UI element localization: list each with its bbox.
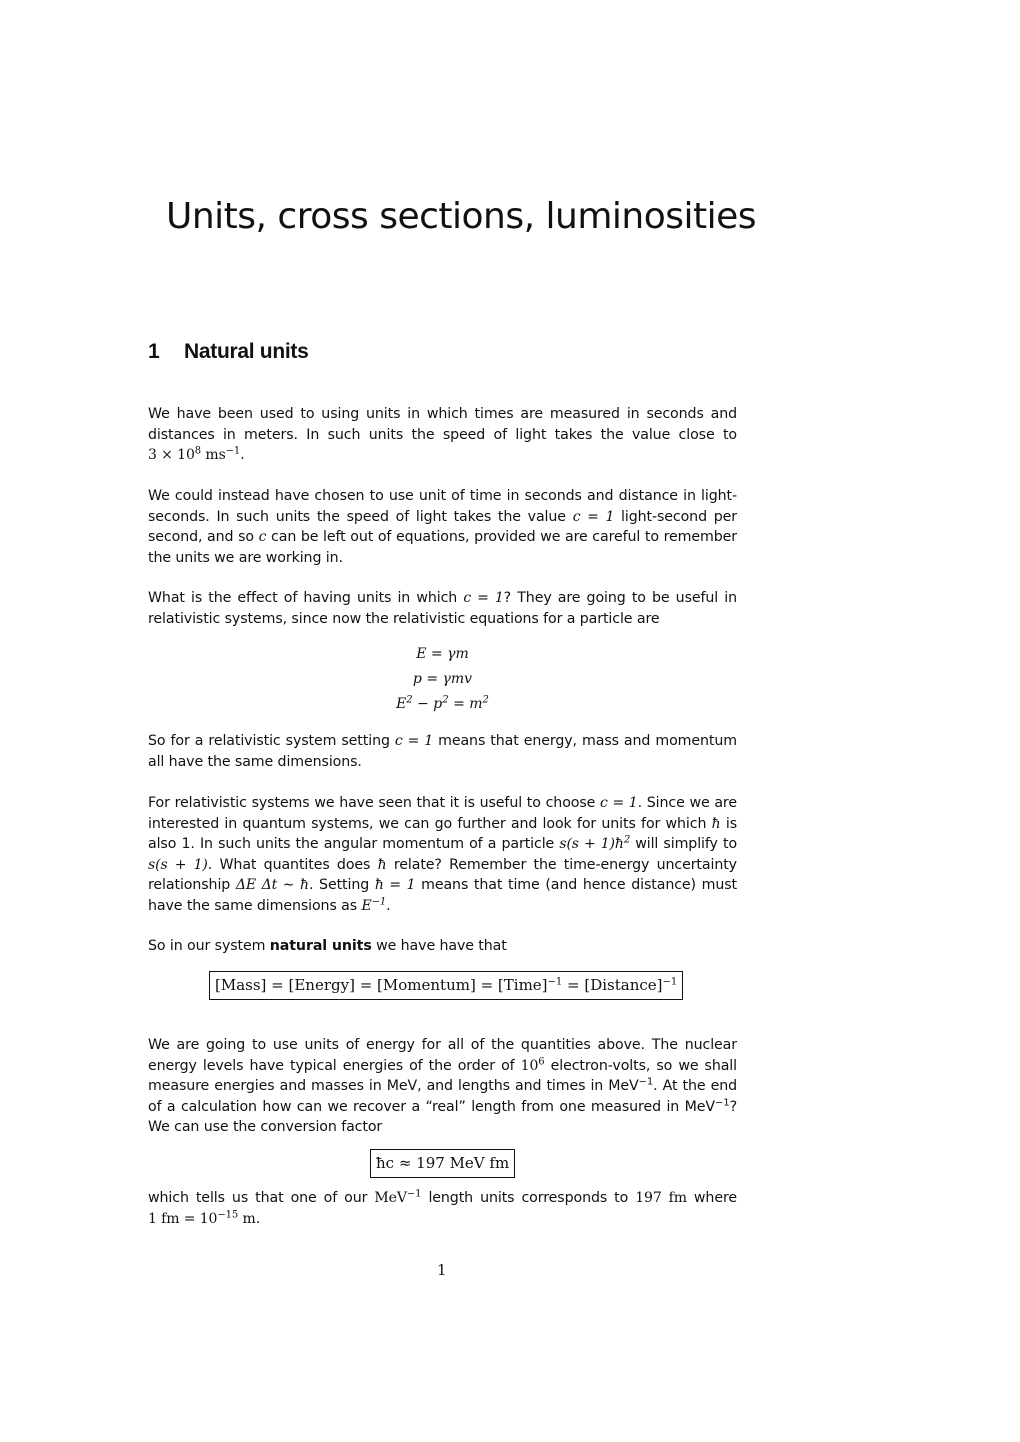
page-number: 1 (437, 1261, 447, 1279)
section-title: Natural units (184, 340, 309, 363)
paragraph-7: We are going to use units of energy for all of the quantities above. The nuclear energy levels have typical energies of the order of $10^6$ electron-volts, so we shall measure energies and masses in MeV, and lengths and times in MeV$^{-1}$. At the end of a calculation how can we recover a “real” length from one measured in MeV$^{-1}$? We can use the conversion factor (148, 1037, 737, 1135)
paragraph-3: What is the effect of having units in which c = 1? They are going to be useful in relativistic systems, since now the relativistic equations for a particle are (148, 590, 737, 627)
equation-energy: E = γm (416, 646, 469, 662)
natural-units-boxed-equation: [Mass] = [Energy] = [Momentum] = [Time]$^{-1}$ = [Distance]$^{-1}$ (209, 971, 683, 1000)
equation-invariant: $E^2 - p^2 = m^2$ (396, 694, 489, 712)
natural-units-term: natural units (269, 938, 372, 954)
paragraph-2: We could instead have chosen to use unit of time in seconds and distance in light-seconds. In such units the speed of light takes the value c = 1 light-second per second, and so c can be left out of equations, provided we are careful to remember the units we are working in. (148, 488, 737, 566)
paragraph-5: For relativistic systems we have seen that it is useful to choose c = 1. Since we are interested in quantum systems, we can go further and look for units for which ħ is also 1. In such units the angular momentum of a particle $s(s + 1)ħ^2$ will simplify to s(s + 1). What quantites does ħ relate? Remember the time-energy uncertainty relationship ΔE Δt ∼ ħ. Setting ħ = 1 means that time (and hence distance) must have the same dimensions as $E^{-1}$. (148, 795, 738, 914)
section-number: 1 (148, 340, 160, 363)
conversion-factor-box: ħc ≈ 197 MeV fm (370, 1149, 515, 1178)
paragraph-8: which tells us that one of our MeV$^{-1}$ length units corresponds to 197 fm where 1 fm = $10^{-15}$ m. (148, 1188, 737, 1227)
equation-momentum: p = γmv (412, 671, 473, 687)
section-heading (148, 340, 308, 364)
document-title: Units, cross sections, luminosities (166, 196, 757, 237)
relativistic-equations (148, 642, 737, 717)
paragraph-4: So for a relativistic system setting c = 1 means that energy, mass and momentum all have the same dimensions. (148, 733, 737, 770)
paragraph-6: So in our system natural units we have have that (148, 938, 507, 954)
paragraph-1: We have been used to using units in which times are measured in seconds and distances in meters. In such units the speed of light takes the value close to $3 \times 10^8$ $ms^{-1}$. (148, 406, 737, 463)
